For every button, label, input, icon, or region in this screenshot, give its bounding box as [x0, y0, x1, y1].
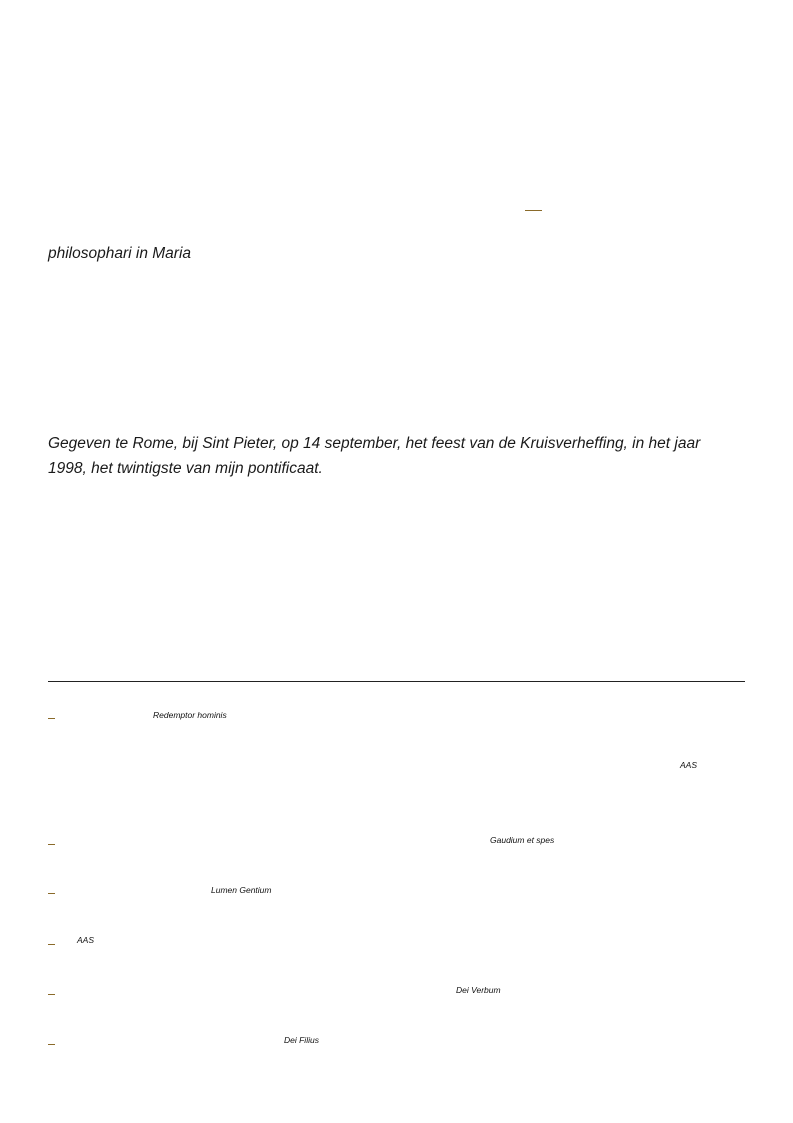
footnote-marker-2[interactable] — [48, 844, 55, 845]
philosophari-in-maria-text: philosophari in Maria — [48, 245, 192, 262]
footnote-lumen-gentium: Lumen Gentium — [211, 885, 272, 895]
closing-line-2: 1998, het twintigste van mijn pontificaat. — [48, 460, 323, 477]
footnote-marker-3[interactable] — [48, 893, 55, 894]
footnote-marker-6[interactable] — [48, 1044, 55, 1045]
footnote-dei-verbum: Dei Verbum — [456, 985, 501, 995]
footnote-separator-rule — [48, 681, 745, 682]
footnote-gaudium-et-spes: Gaudium et spes — [490, 835, 555, 845]
footnote-reference-link[interactable] — [525, 209, 542, 211]
footnote-marker-5[interactable] — [48, 994, 55, 995]
closing-line-1: Gegeven te Rome, bij Sint Pieter, op 14 september, het feest van de Kruisverheffing, in het jaar — [48, 435, 701, 452]
footnote-dei-filius: Dei Filius — [284, 1035, 319, 1045]
footnote-redemptor-hominis: Redemptor hominis — [153, 710, 227, 720]
footnote-aas-2: AAS — [77, 935, 95, 945]
footnote-marker-1[interactable] — [48, 718, 55, 719]
footnote-marker-4[interactable] — [48, 944, 55, 945]
footnote-aas-1: AAS — [680, 760, 698, 770]
